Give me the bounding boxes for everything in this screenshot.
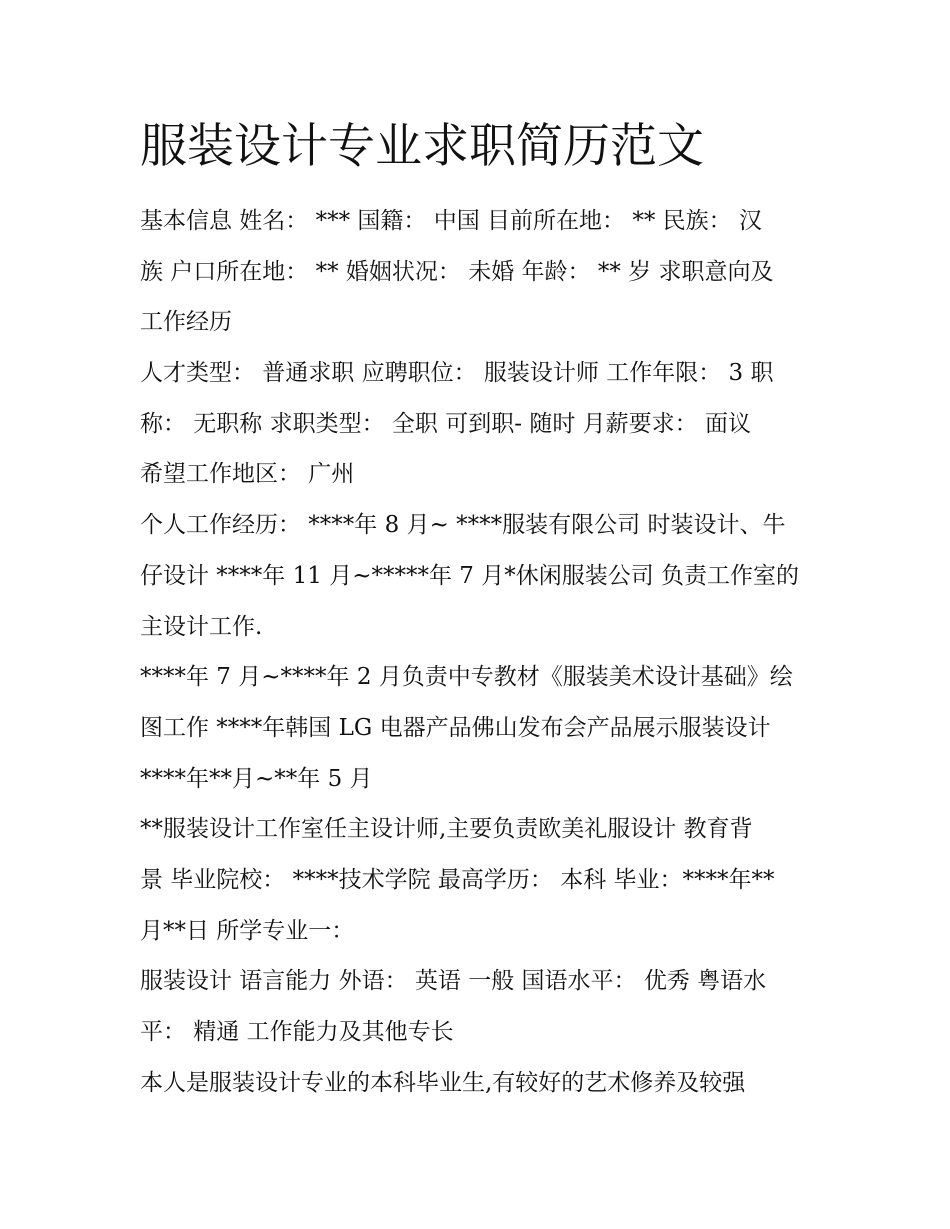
text-line: **服装设计工作室任主设计师,主要负责欧美礼服设计 教育背 (140, 816, 753, 843)
text-line: 本人是服装设计专业的本科毕业生,有较好的艺术修养及较强 (140, 1069, 746, 1096)
text-line: 工作经历 (140, 309, 232, 336)
text-line: 服装设计 语言能力 外语： 英语 一般 国语水平： 优秀 粤语水 (140, 968, 767, 995)
text-line: 称： 无职称 求职类型： 全职 可到职- 随时 月薪要求： 面议 (140, 410, 751, 437)
text-line: ****年**月~**年 5 月 (140, 765, 373, 792)
text-line: ****年 7 月~****年 2 月负责中专教材《服装美术设计基础》绘 (140, 664, 793, 691)
document-title: 服装设计专业求职简历范文 (140, 119, 704, 174)
text-line: 景 毕业院校： ****技术学院 最高学历： 本科 毕业：****年** (140, 866, 775, 893)
text-line: 仔设计 ****年 11 月~*****年 7 月*休闲服装公司 负责工作室的 (140, 562, 800, 589)
text-line: 人才类型： 普通求职 应聘职位： 服装设计师 工作年限： 3 职 (140, 360, 774, 387)
document-body (140, 196, 820, 1108)
text-line: 图工作 ****年韩国 LG 电器产品佛山发布会产品展示服装设计 (140, 714, 771, 741)
text-line: 平： 精通 工作能力及其他专长 (140, 1019, 454, 1045)
text-line: 族 户口所在地： ** 婚姻状况： 未婚 年龄： ** 岁 求职意向及 (140, 258, 774, 285)
text-line: 希望工作地区： 广州 (140, 461, 355, 488)
text-line: 基本信息 姓名： *** 国籍： 中国 目前所在地： ** 民族： 汉 (140, 208, 762, 234)
text-line: 主设计工作. (140, 613, 263, 640)
text-line: 个人工作经历： ****年 8 月~ ****服装有限公司 时装设计、牛 (140, 512, 786, 539)
text-line: 月**日 所学专业一： (140, 917, 355, 944)
